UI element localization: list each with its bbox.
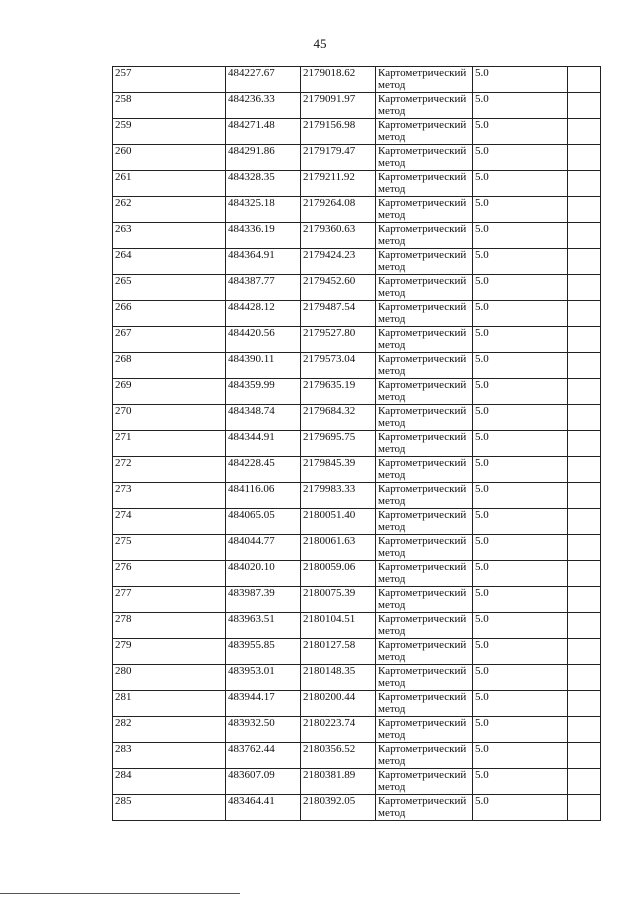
accuracy-cell: 5.0 [473, 405, 568, 431]
y-coordinate-cell: 2180148.35 [301, 665, 376, 691]
method-label-line2: метод [378, 625, 406, 637]
method-cell [376, 119, 473, 145]
empty-cell [568, 483, 601, 509]
method-label-line1: Картометрический [378, 613, 467, 625]
x-coordinate-cell: 484387.77 [226, 275, 301, 301]
method-cell [376, 301, 473, 327]
x-coordinate-cell: 484420.56 [226, 327, 301, 353]
method-label-line2: метод [378, 313, 406, 325]
empty-cell [568, 93, 601, 119]
y-coordinate-cell: 2180059.06 [301, 561, 376, 587]
method-label-line1: Картометрический [378, 119, 467, 131]
method-label-line1: Картометрический [378, 327, 467, 339]
x-coordinate-cell: 483944.17 [226, 691, 301, 717]
accuracy-cell: 5.0 [473, 249, 568, 275]
coordinates-table-body [113, 67, 601, 821]
y-coordinate-cell: 2180051.40 [301, 509, 376, 535]
method-label-line2: метод [378, 287, 406, 299]
method-label-line2: метод [378, 521, 406, 533]
empty-cell [568, 119, 601, 145]
y-coordinate-cell: 2179527.80 [301, 327, 376, 353]
table-row [113, 301, 601, 327]
coordinates-table [112, 66, 601, 821]
table-row [113, 743, 601, 769]
method-label-line1: Картометрический [378, 743, 467, 755]
method-label-line2: метод [378, 417, 406, 429]
point-number-cell: 276 [113, 561, 226, 587]
point-number-cell: 282 [113, 717, 226, 743]
empty-cell [568, 327, 601, 353]
method-label-line1: Картометрический [378, 223, 467, 235]
method-cell [376, 353, 473, 379]
method-label-line2: метод [378, 79, 406, 91]
point-number-cell: 271 [113, 431, 226, 457]
point-number-cell: 263 [113, 223, 226, 249]
method-cell [376, 613, 473, 639]
x-coordinate-cell: 484359.99 [226, 379, 301, 405]
method-label-line2: метод [378, 703, 406, 715]
point-number-cell: 273 [113, 483, 226, 509]
y-coordinate-cell: 2180200.44 [301, 691, 376, 717]
method-label-line2: метод [378, 729, 406, 741]
point-number-cell: 274 [113, 509, 226, 535]
point-number-cell: 281 [113, 691, 226, 717]
method-label-line2: метод [378, 235, 406, 247]
y-coordinate-cell: 2179360.63 [301, 223, 376, 249]
y-coordinate-cell: 2179635.19 [301, 379, 376, 405]
method-label-line2: метод [378, 209, 406, 221]
method-label-line1: Картометрический [378, 587, 467, 599]
empty-cell [568, 301, 601, 327]
empty-cell [568, 587, 601, 613]
y-coordinate-cell: 2179179.47 [301, 145, 376, 171]
table-row [113, 223, 601, 249]
y-coordinate-cell: 2180127.58 [301, 639, 376, 665]
y-coordinate-cell: 2179264.08 [301, 197, 376, 223]
empty-cell [568, 145, 601, 171]
accuracy-cell: 5.0 [473, 561, 568, 587]
method-label-line2: метод [378, 599, 406, 611]
point-number-cell: 269 [113, 379, 226, 405]
method-label-line2: метод [378, 807, 406, 819]
method-label-line1: Картометрический [378, 483, 467, 495]
accuracy-cell: 5.0 [473, 535, 568, 561]
empty-cell [568, 509, 601, 535]
y-coordinate-cell: 2180061.63 [301, 535, 376, 561]
point-number-cell: 272 [113, 457, 226, 483]
method-label-line2: метод [378, 443, 406, 455]
empty-cell [568, 665, 601, 691]
empty-cell [568, 405, 601, 431]
method-cell [376, 223, 473, 249]
y-coordinate-cell: 2179695.75 [301, 431, 376, 457]
table-row [113, 431, 601, 457]
page-number: 45 [313, 36, 327, 51]
method-label-line1: Картометрический [378, 197, 467, 209]
method-cell [376, 171, 473, 197]
method-cell [376, 457, 473, 483]
method-label-line2: метод [378, 677, 406, 689]
table-row [113, 67, 601, 93]
accuracy-cell: 5.0 [473, 197, 568, 223]
y-coordinate-cell: 2179684.32 [301, 405, 376, 431]
accuracy-cell: 5.0 [473, 717, 568, 743]
accuracy-cell: 5.0 [473, 769, 568, 795]
table-row [113, 639, 601, 665]
point-number-cell: 257 [113, 67, 226, 93]
method-label-line1: Картометрический [378, 145, 467, 157]
x-coordinate-cell: 484325.18 [226, 197, 301, 223]
method-label-line2: метод [378, 651, 406, 663]
accuracy-cell: 5.0 [473, 327, 568, 353]
empty-cell [568, 67, 601, 93]
accuracy-cell: 5.0 [473, 379, 568, 405]
accuracy-cell: 5.0 [473, 691, 568, 717]
point-number-cell: 284 [113, 769, 226, 795]
x-coordinate-cell: 484336.19 [226, 223, 301, 249]
table-row [113, 379, 601, 405]
accuracy-cell: 5.0 [473, 93, 568, 119]
accuracy-cell: 5.0 [473, 67, 568, 93]
accuracy-cell: 5.0 [473, 119, 568, 145]
table-row [113, 249, 601, 275]
empty-cell [568, 353, 601, 379]
table-row [113, 587, 601, 613]
point-number-cell: 283 [113, 743, 226, 769]
method-label-line2: метод [378, 183, 406, 195]
table-row [113, 93, 601, 119]
empty-cell [568, 639, 601, 665]
method-cell [376, 145, 473, 171]
point-number-cell: 279 [113, 639, 226, 665]
empty-cell [568, 431, 601, 457]
empty-cell [568, 535, 601, 561]
point-number-cell: 260 [113, 145, 226, 171]
method-cell [376, 769, 473, 795]
x-coordinate-cell: 484428.12 [226, 301, 301, 327]
method-cell [376, 249, 473, 275]
y-coordinate-cell: 2179452.60 [301, 275, 376, 301]
method-cell [376, 561, 473, 587]
accuracy-cell: 5.0 [473, 171, 568, 197]
empty-cell [568, 795, 601, 821]
method-label-line1: Картометрический [378, 353, 467, 365]
method-label-line1: Картометрический [378, 691, 467, 703]
table-row [113, 535, 601, 561]
empty-cell [568, 561, 601, 587]
method-label-line1: Картометрический [378, 665, 467, 677]
y-coordinate-cell: 2179156.98 [301, 119, 376, 145]
table-row [113, 509, 601, 535]
method-cell [376, 639, 473, 665]
point-number-cell: 285 [113, 795, 226, 821]
x-coordinate-cell: 484236.33 [226, 93, 301, 119]
table-row [113, 665, 601, 691]
method-cell [376, 483, 473, 509]
x-coordinate-cell: 484228.45 [226, 457, 301, 483]
method-label-line1: Картометрический [378, 249, 467, 261]
empty-cell [568, 613, 601, 639]
empty-cell [568, 769, 601, 795]
method-cell [376, 665, 473, 691]
x-coordinate-cell: 483963.51 [226, 613, 301, 639]
x-coordinate-cell: 483932.50 [226, 717, 301, 743]
x-coordinate-cell: 483762.44 [226, 743, 301, 769]
method-label-line1: Картометрический [378, 509, 467, 521]
method-cell [376, 275, 473, 301]
bottom-divider [0, 893, 240, 894]
empty-cell [568, 379, 601, 405]
y-coordinate-cell: 2179487.54 [301, 301, 376, 327]
x-coordinate-cell: 484328.35 [226, 171, 301, 197]
method-label-line1: Картометрический [378, 405, 467, 417]
accuracy-cell: 5.0 [473, 431, 568, 457]
y-coordinate-cell: 2180223.74 [301, 717, 376, 743]
y-coordinate-cell: 2180381.89 [301, 769, 376, 795]
empty-cell [568, 197, 601, 223]
x-coordinate-cell: 484116.06 [226, 483, 301, 509]
method-label-line1: Картометрический [378, 795, 467, 807]
x-coordinate-cell: 484065.05 [226, 509, 301, 535]
y-coordinate-cell: 2180356.52 [301, 743, 376, 769]
empty-cell [568, 223, 601, 249]
method-label-line1: Картометрический [378, 431, 467, 443]
method-cell [376, 327, 473, 353]
empty-cell [568, 743, 601, 769]
method-label-line1: Картометрический [378, 769, 467, 781]
method-label-line2: метод [378, 157, 406, 169]
method-cell [376, 67, 473, 93]
table-row [113, 613, 601, 639]
method-label-line1: Картометрический [378, 561, 467, 573]
x-coordinate-cell: 484044.77 [226, 535, 301, 561]
x-coordinate-cell: 483987.39 [226, 587, 301, 613]
accuracy-cell: 5.0 [473, 613, 568, 639]
table-row [113, 327, 601, 353]
x-coordinate-cell: 484364.91 [226, 249, 301, 275]
method-label-line2: метод [378, 131, 406, 143]
point-number-cell: 280 [113, 665, 226, 691]
accuracy-cell: 5.0 [473, 301, 568, 327]
y-coordinate-cell: 2179424.23 [301, 249, 376, 275]
table-row [113, 457, 601, 483]
table-row [113, 353, 601, 379]
y-coordinate-cell: 2180104.51 [301, 613, 376, 639]
empty-cell [568, 691, 601, 717]
method-label-line2: метод [378, 547, 406, 559]
method-label-line1: Картометрический [378, 457, 467, 469]
point-number-cell: 275 [113, 535, 226, 561]
x-coordinate-cell: 484020.10 [226, 561, 301, 587]
method-label-line2: метод [378, 469, 406, 481]
table-row [113, 795, 601, 821]
table-row [113, 171, 601, 197]
point-number-cell: 266 [113, 301, 226, 327]
accuracy-cell: 5.0 [473, 353, 568, 379]
table-row [113, 119, 601, 145]
method-cell [376, 535, 473, 561]
point-number-cell: 278 [113, 613, 226, 639]
method-label-line2: метод [378, 105, 406, 117]
method-cell [376, 743, 473, 769]
x-coordinate-cell: 483955.85 [226, 639, 301, 665]
method-label-line2: метод [378, 339, 406, 351]
x-coordinate-cell: 483464.41 [226, 795, 301, 821]
accuracy-cell: 5.0 [473, 223, 568, 249]
x-coordinate-cell: 484291.86 [226, 145, 301, 171]
x-coordinate-cell: 483953.01 [226, 665, 301, 691]
point-number-cell: 259 [113, 119, 226, 145]
empty-cell [568, 249, 601, 275]
point-number-cell: 277 [113, 587, 226, 613]
x-coordinate-cell: 484344.91 [226, 431, 301, 457]
point-number-cell: 258 [113, 93, 226, 119]
y-coordinate-cell: 2179018.62 [301, 67, 376, 93]
method-cell [376, 379, 473, 405]
method-cell [376, 405, 473, 431]
accuracy-cell: 5.0 [473, 457, 568, 483]
accuracy-cell: 5.0 [473, 743, 568, 769]
method-label-line1: Картометрический [378, 171, 467, 183]
x-coordinate-cell: 484271.48 [226, 119, 301, 145]
empty-cell [568, 457, 601, 483]
point-number-cell: 267 [113, 327, 226, 353]
point-number-cell: 270 [113, 405, 226, 431]
method-label-line1: Картометрический [378, 717, 467, 729]
method-cell [376, 93, 473, 119]
empty-cell [568, 717, 601, 743]
y-coordinate-cell: 2179845.39 [301, 457, 376, 483]
point-number-cell: 265 [113, 275, 226, 301]
x-coordinate-cell: 484390.11 [226, 353, 301, 379]
x-coordinate-cell: 484348.74 [226, 405, 301, 431]
y-coordinate-cell: 2179573.04 [301, 353, 376, 379]
accuracy-cell: 5.0 [473, 665, 568, 691]
method-label-line2: метод [378, 755, 406, 767]
accuracy-cell: 5.0 [473, 795, 568, 821]
method-cell [376, 509, 473, 535]
point-number-cell: 261 [113, 171, 226, 197]
method-label-line2: метод [378, 573, 406, 585]
method-label-line1: Картометрический [378, 275, 467, 287]
method-cell [376, 691, 473, 717]
table-row [113, 769, 601, 795]
accuracy-cell: 5.0 [473, 639, 568, 665]
table-row [113, 197, 601, 223]
table-row [113, 275, 601, 301]
method-cell [376, 795, 473, 821]
method-cell [376, 717, 473, 743]
table-row [113, 717, 601, 743]
method-label-line2: метод [378, 781, 406, 793]
method-label-line2: метод [378, 261, 406, 273]
empty-cell [568, 275, 601, 301]
accuracy-cell: 5.0 [473, 483, 568, 509]
accuracy-cell: 5.0 [473, 275, 568, 301]
table-row [113, 691, 601, 717]
method-label-line1: Картометрический [378, 535, 467, 547]
point-number-cell: 262 [113, 197, 226, 223]
accuracy-cell: 5.0 [473, 509, 568, 535]
y-coordinate-cell: 2180392.05 [301, 795, 376, 821]
y-coordinate-cell: 2180075.39 [301, 587, 376, 613]
method-label-line1: Картометрический [378, 639, 467, 651]
point-number-cell: 268 [113, 353, 226, 379]
y-coordinate-cell: 2179091.97 [301, 93, 376, 119]
table-row [113, 405, 601, 431]
y-coordinate-cell: 2179211.92 [301, 171, 376, 197]
table-row [113, 561, 601, 587]
method-label-line1: Картометрический [378, 93, 467, 105]
method-cell [376, 431, 473, 457]
x-coordinate-cell: 483607.09 [226, 769, 301, 795]
x-coordinate-cell: 484227.67 [226, 67, 301, 93]
accuracy-cell: 5.0 [473, 587, 568, 613]
accuracy-cell: 5.0 [473, 145, 568, 171]
method-label-line2: метод [378, 391, 406, 403]
table-row [113, 483, 601, 509]
point-number-cell: 264 [113, 249, 226, 275]
empty-cell [568, 171, 601, 197]
method-cell [376, 587, 473, 613]
method-label-line1: Картометрический [378, 379, 467, 391]
y-coordinate-cell: 2179983.33 [301, 483, 376, 509]
method-cell [376, 197, 473, 223]
table-row [113, 145, 601, 171]
method-label-line2: метод [378, 365, 406, 377]
method-label-line2: метод [378, 495, 406, 507]
method-label-line1: Картометрический [378, 301, 467, 313]
method-label-line1: Картометрический [378, 67, 467, 79]
